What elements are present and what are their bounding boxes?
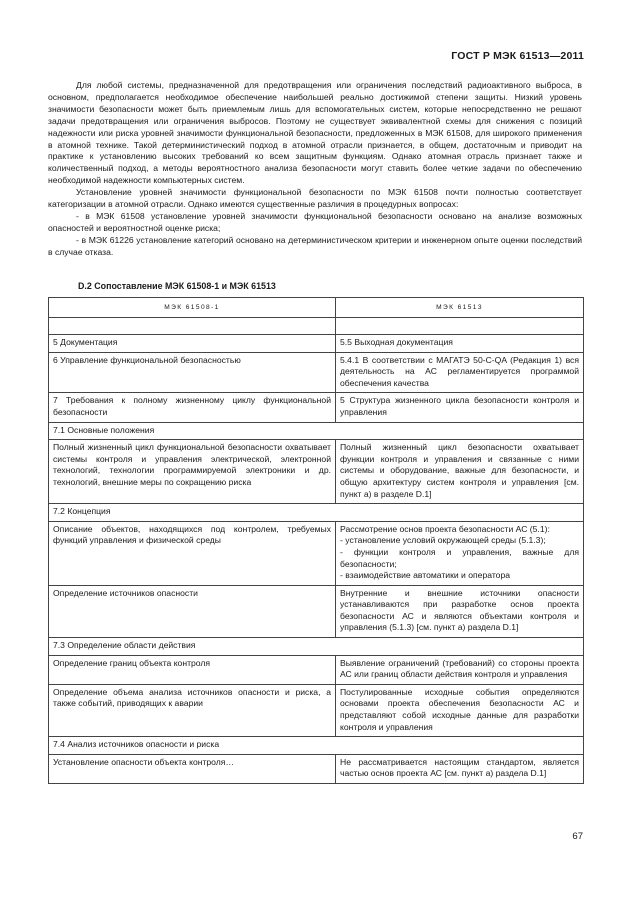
iec-61508-cell: 5 Документация [49, 335, 336, 353]
table-row [49, 440, 584, 504]
comparison-table [48, 297, 584, 784]
iec-61508-cell: 7 Требования к полному жизненному циклу функциональной безопасности [49, 393, 336, 422]
intro-text [48, 80, 582, 259]
table-body [49, 318, 584, 784]
iec-61513-cell: Выявление ограничений (требований) со стороны проекта АС или границ области действия контроля и управления [336, 655, 584, 684]
iec-61508-cell: Определение объема анализа источников опасности и риска, а также событий, приводящих к аварии [49, 684, 336, 736]
subsection-cell: 7.2 Концепция [49, 504, 584, 522]
subsection-cell: 7.1 Основные положения [49, 422, 584, 440]
iec-61508-cell: 6 Управление функциональной безопасностью [49, 352, 336, 393]
subsection-cell: 7.3 Определение области действия [49, 638, 584, 656]
table-row [49, 393, 584, 422]
iec-61508-cell: Определение границ объекта контроля [49, 655, 336, 684]
intro-list-item: - в МЭК 61226 установление категорий основано на детерминистическом критерии и инженерном опыте оценки последствий в случае отказа. [48, 234, 582, 257]
column-header-iec-61508: МЭК 61508-1 [49, 298, 336, 318]
intro-paragraph: Для любой системы, предназначенной для предотвращения или ограничения последствий радиоактивного выброса, в основном, предполагается необходимое обеспечение наибольшей реально достижимой степени защиты. Низкий уровень значимости безопасности может быть приемлемым лишь для вспомогательных систем, которые непосредственно не решают задачи предотвращения или ограничения выбросов. Поэтому не существует эквивалентной схемы для снижения с позиций надежности или риска уровней значимости функциональной безопасности, предложенных в МЭК 61508, для широкого применения в атомной технике. Такой детерминистический подход в атомной отрасли признается, в общем, достаточным и приводит на практике к установлению высоких требований ко всем защитным функциям. Однако атомная отрасль признает также и количественный подход, а методы вероятностного анализа безопасности могут ставить более четкие задачи по обеспечению необходимой надежности компьютерных систем. [48, 80, 582, 186]
iec-61508-cell: Установление опасности объекта контроля… [49, 754, 336, 783]
table-row [49, 422, 584, 440]
iec-61513-cell: Рассмотрение основ проекта безопасности АС (5.1): - установление условий окружающей среды (5.1.3); - функции контроля и управления, важные для безопасности; - взаимодействие автоматики и оператора [336, 521, 584, 585]
table-row [49, 352, 584, 393]
intro-paragraph: Установление уровней значимости функциональной безопасности по МЭК 61508 почти полностью соответствует категоризации в атомной отрасли. Однако имеются существенные различия в процедурных вопросах: [48, 187, 582, 210]
iec-61508-cell: Полный жизненный цикл функциональной безопасности охватывает системы контроля и управления электрической, электронной технологий, технологии программируемой электроники и др. технологий, внешние меры по сокращению риска [49, 440, 336, 504]
section-title: D.2 Сопоставление МЭК 61508-1 и МЭК 61513 [78, 281, 276, 291]
table-row [49, 684, 584, 736]
column-header-iec-61513: МЭК 61513 [336, 298, 584, 318]
table-row [49, 638, 584, 656]
document-header: ГОСТ Р МЭК 61513—2011 [451, 50, 584, 62]
table-row [49, 504, 584, 522]
iec-61508-cell: Описание объектов, находящихся под контролем, требуемых функций управления и физической среды [49, 521, 336, 585]
iec-61513-cell: 5.5 Выходная документация [336, 335, 584, 353]
table-row [49, 655, 584, 684]
table-row [49, 737, 584, 755]
page-number: 67 [572, 831, 583, 842]
intro-list-item: - в МЭК 61508 установление уровней значимости функциональной безопасности основано на анализе возможных опасностей и вероятностной оценке риска; [48, 210, 582, 233]
iec-61513-cell: 5.4.1 В соответствии с МАГАТЭ 50-С-QA (Редакция 1) вся деятельность на АС регламентируется программой обеспечения качества [336, 352, 584, 393]
iec-61513-cell: Внутренние и внешние источники опасности устанавливаются при разработке основ проекта безопасности АС и являются объектами контроля и управления (5.1.3) [см. пункт а) раздела D.1] [336, 585, 584, 637]
iec-61513-cell: Не рассматривается настоящим стандартом, является частью основ проекта АС [см. пункт а) раздела D.1] [336, 754, 584, 783]
table-row [49, 754, 584, 783]
subsection-cell: 7.4 Анализ источников опасности и риска [49, 737, 584, 755]
table-header-row [49, 298, 584, 318]
table-spacer-row [49, 318, 584, 335]
iec-61513-cell: Постулированные исходные события определяются основами проекта обеспечения безопасности АС и представляют собой исходные данные для разработки контроля и управления [336, 684, 584, 736]
table-row [49, 585, 584, 637]
iec-61508-cell: Определение источников опасности [49, 585, 336, 637]
table-row [49, 335, 584, 353]
iec-61513-cell: Полный жизненный цикл безопасности охватывает функции контроля и управления и связанные с ними системы и оборудование, важные для безопасности, и общую архитектуру систем контроля и управления [см. пункт а) в разделе D.1] [336, 440, 584, 504]
table-row [49, 521, 584, 585]
iec-61513-cell: 5 Структура жизненного цикла безопасности контроля и управления [336, 393, 584, 422]
